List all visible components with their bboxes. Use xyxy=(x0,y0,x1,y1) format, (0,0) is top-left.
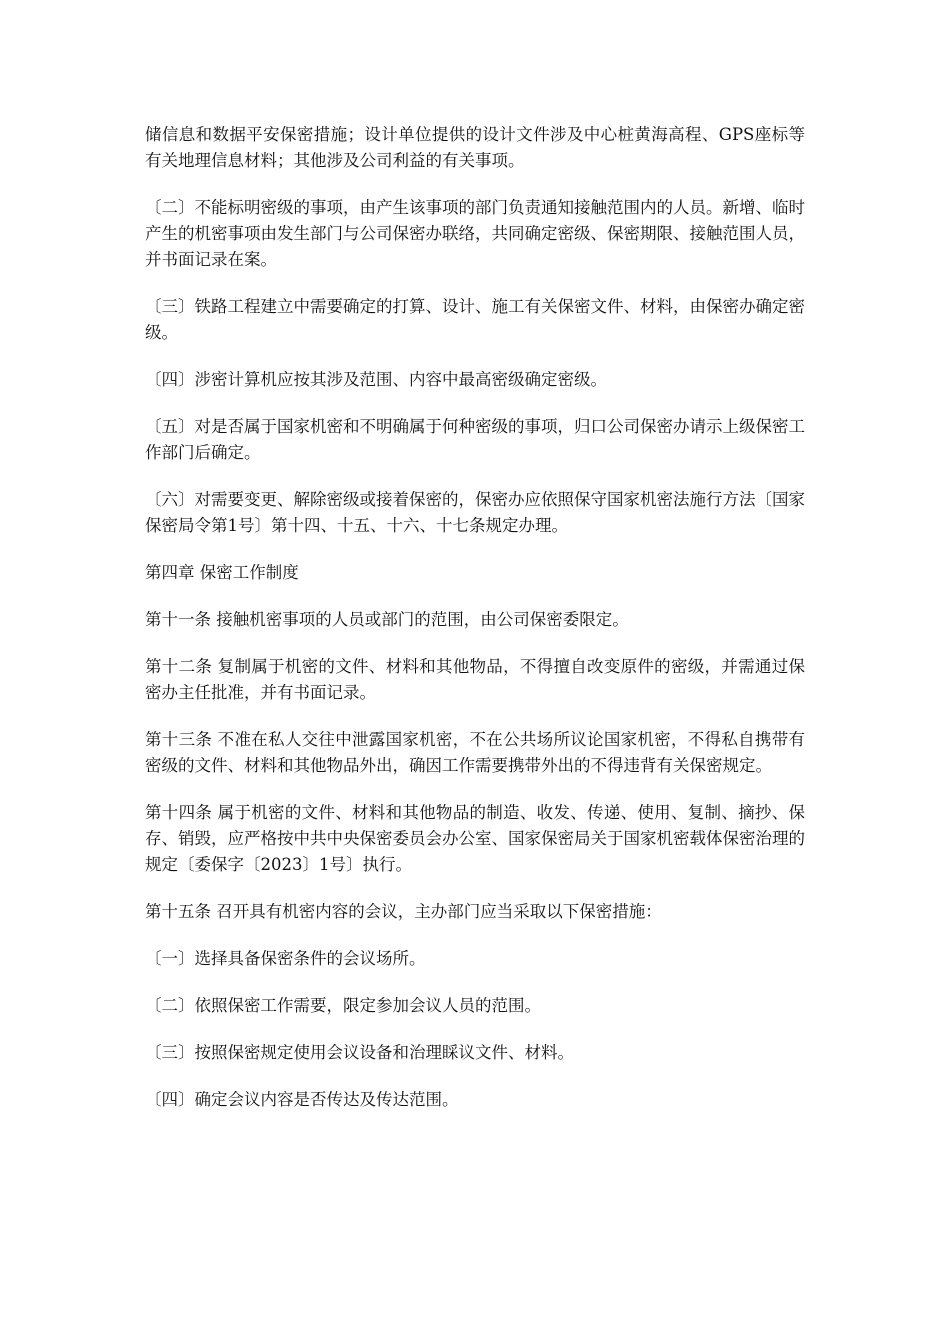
paragraph-1: 储信息和数据平安保密措施；设计单位提供的设计文件涉及中心桩黄海高程、GPS座标等有关地理信息材料；其他涉及公司利益的有关事项。 xyxy=(145,125,805,170)
paragraph-2: 〔二〕不能标明密级的事项，由产生该事项的部门负责通知接触范围内的人员。新增、临时产生的机密事项由发生部门与公司保密办联络，共同确定密级、保密期限、接触范围人员，并书面记录在案。 xyxy=(145,198,805,269)
chapter-heading: 第四章 保密工作制度 xyxy=(145,563,299,582)
paragraph-5: 〔五〕对是否属于国家机密和不明确属于何种密级的事项，归口公司保密办请示上级保密工作部门后确定。 xyxy=(145,417,805,462)
article-11: 第十一条 接触机密事项的人员或部门的范围，由公司保密委限定。 xyxy=(145,610,629,629)
document-page xyxy=(145,122,805,1134)
measure-1: 〔一〕选择具备保密条件的会议场所。 xyxy=(145,949,426,968)
article-15: 第十五条 召开具有机密内容的会议，主办部门应当采取以下保密措施： xyxy=(145,902,662,921)
article-14: 第十四条 属于机密的文件、材料和其他物品的制造、收发、传递、使用、复制、摘抄、保存、销毁，应严格按中共中央保密委员会办公室、国家保密局关于国家机密载体保密治理的规定〔委保字〔2023〕1号〕执行。 xyxy=(145,803,805,874)
measure-4: 〔四〕确定会议内容是否传达及传达范围。 xyxy=(145,1090,459,1109)
measure-3: 〔三〕按照保密规定使用会议设备和治理睬议文件、材料。 xyxy=(145,1043,574,1062)
paragraph-4: 〔四〕涉密计算机应按其涉及范围、内容中最高密级确定密级。 xyxy=(145,370,607,389)
article-13: 第十三条 不准在私人交往中泄露国家机密，不在公共场所议论国家机密，不得私自携带有密级的文件、材料和其他物品外出，确因工作需要携带外出的不得违背有关保密规定。 xyxy=(145,730,805,775)
article-12: 第十二条 复制属于机密的文件、材料和其他物品，不得擅自改变原件的密级，并需通过保密办主任批准，并有书面记录。 xyxy=(145,657,805,702)
measure-2: 〔二〕依照保密工作需要，限定参加会议人员的范围。 xyxy=(145,996,541,1015)
paragraph-6: 〔六〕对需要变更、解除密级或接着保密的，保密办应依照保守国家机密法施行方法〔国家保密局令第1号〕第十四、十五、十六、十七条规定办理。 xyxy=(145,490,805,535)
paragraph-3: 〔三〕铁路工程建立中需要确定的打算、设计、施工有关保密文件、材料，由保密办确定密级。 xyxy=(145,297,805,342)
